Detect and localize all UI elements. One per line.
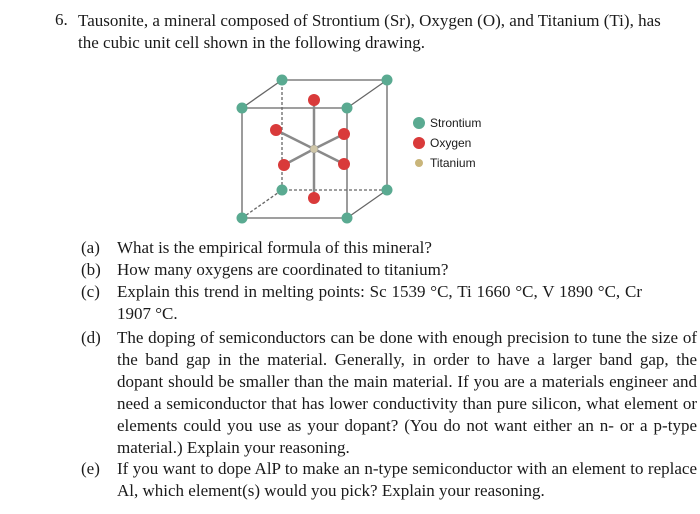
subquestion-label: (d) bbox=[81, 328, 101, 347]
subquestion-label: (c) bbox=[81, 282, 100, 301]
oxygen-swatch-icon bbox=[413, 137, 425, 149]
strontium-swatch-icon bbox=[413, 117, 425, 129]
legend-item-titanium bbox=[413, 153, 481, 173]
legend-item-strontium bbox=[413, 113, 481, 133]
subquestion-text: The doping of semiconductors can be done with enough precision to tune the size of the band gap in the material. Generally, in order to have a larger band gap, the dopant should be smaller than the main material. If you are a materials engineer and need a semiconductor that has lower conductivity than pure silicon, what element or elements could you use as your dopant? (You do not want either an n- or a p-type material.) Explain your reasoning. bbox=[117, 328, 697, 457]
subquestion-text: What is the empirical formula of this mineral? bbox=[117, 238, 432, 257]
subquestion-label: (b) bbox=[81, 260, 101, 279]
titanium-swatch-icon bbox=[415, 159, 423, 167]
legend-item-oxygen bbox=[413, 133, 481, 153]
question-number: 6. bbox=[55, 10, 68, 29]
subquestion-text: How many oxygens are coordinated to titanium? bbox=[117, 260, 449, 279]
legend-label: Titanium bbox=[430, 156, 476, 170]
unit-cell-diagram bbox=[232, 70, 397, 230]
legend bbox=[413, 113, 481, 173]
legend-label: Strontium bbox=[430, 116, 482, 130]
subquestion-text: If you want to dope AlP to make an n-type semiconductor with an element to replace Al, which element(s) would you pick? Explain your reasoning. bbox=[117, 459, 697, 500]
subquestion-label: (a) bbox=[81, 238, 100, 257]
subquestion-text: Explain this trend in melting points: Sc 1539 °C, Ti 1660 °C, V 1890 °C, Cr 1907 °C. bbox=[117, 282, 642, 323]
subquestion-label: (e) bbox=[81, 459, 100, 478]
titanium-atom bbox=[310, 145, 318, 153]
question-intro: Tausonite, a mineral composed of Strontium (Sr), Oxygen (O), and Titanium (Ti), has the cubic unit cell shown in the following drawing. bbox=[78, 11, 661, 52]
legend-label: Oxygen bbox=[430, 136, 472, 150]
